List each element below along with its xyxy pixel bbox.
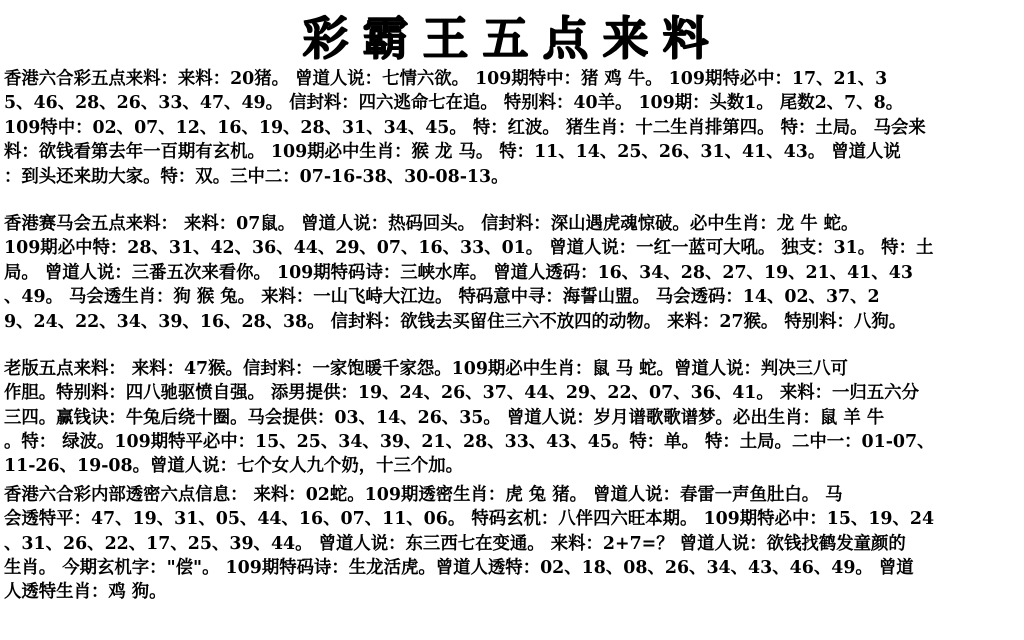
- text-line: 、49。 马会透生肖：狗 猴 兔。 来料：一山飞峙大江边。 特码意中寻：海誓山盟。 马会透码：14、02、37、2: [4, 287, 880, 308]
- text-line: 局。 曾道人说：三番五次来看你。 109期特码诗：三峡水库。 曾道人透码：16、34、28、27、19、21、41、43: [4, 262, 913, 283]
- section-hk-lottery-five-points: [4, 67, 1018, 189]
- text-line: ：到头还来助大家。特：双。三中二：07-16-38、30-08-13。: [4, 166, 509, 187]
- section-old-version-five-points: [4, 357, 1018, 479]
- text-line: 香港六合彩五点来料：来料：20猪。 曾道人说：七情六欲。 109期特中：猪 鸡 牛。 109期特必中：17、21、3: [4, 69, 888, 89]
- section-spacer: [4, 189, 1018, 212]
- text-line: 料：欲钱看第去年一百期有玄机。 109期必中生肖：猴 龙 马。 特：11、14、25、26、31、41、43。 曾道人说: [4, 142, 901, 163]
- text-line: 会透特平：47、19、31、05、44、16、07、11、06。 特码玄机：八伴四六旺本期。 109期特必中：15、19、24: [4, 509, 935, 530]
- text-line: 11-26、19-08。曾道人说：七个女人九个奶，十三个加。: [4, 456, 464, 477]
- text-line: 109期必中特：28、31、42、36、44、29、07、16、33、01。 曾道人说：一红一蓝可大吼。 独支：31。 特：土: [4, 238, 934, 259]
- section-spacer: [4, 334, 1018, 357]
- text-line: 生肖。 今期玄机字："偿"。 109期特码诗：生龙活虎。曾道人透特：02、18、08、26、34、43、46、49。 曾道: [4, 558, 914, 579]
- section-internal-six-points: [4, 483, 1018, 605]
- text-line: 作胆。特别料：四八驰驱愤自强。 添男提供：19、24、26、37、44、29、22、07、36、41。 来料：一归五六分: [4, 383, 919, 404]
- text-line: 香港赛马会五点来料： 来料：07鼠。 曾道人说：热码回头。 信封料：深山遇虎魂惊破。必中生肖：龙 牛 蛇。: [4, 213, 859, 234]
- text-line: 三四。赢钱诀：牛兔后绕十圈。马会提供：03、14、26、35。 曾道人说：岁月谱歌歌谱梦。必出生肖：鼠 羊 牛: [4, 407, 885, 428]
- text-line: 9、24、22、34、39、16、28、38。 信封料：欲钱去买留住三六不放四的动物。 来料：27猴。 特别料：八狗。: [4, 311, 907, 332]
- section-jockey-club-five-points: [4, 212, 1018, 334]
- text-line: 。特： 绿波。109期特平必中：15、25、34、39、21、28、33、43、45。特：单。 特：土局。二中一：01-07、: [4, 432, 935, 453]
- text-line: 109特中：02、07、12、16、19、28、31、34、45。 特：红波。 猪生肖：十二生肖排第四。 特：土局。 马会来: [4, 117, 926, 138]
- text-line: 5、46、28、26、33、47、49。 信封料：四六逃命七在追。 特别料：40羊。 109期：头数1。 尾数2、7、8。: [4, 93, 904, 114]
- text-line: 、31、26、22、17、25、39、44。 曾道人说：东三西七在变通。 来料：2+7=？ 曾道人说：欲钱找鹤发童颜的: [4, 533, 906, 554]
- text-line: 香港六合彩内部透密六点信息： 来料：02蛇。109期透密生肖：虎 兔 猪。 曾道人说：春雷一声鱼肚白。 马: [4, 484, 843, 505]
- document-body: [4, 67, 1018, 605]
- page-title: 彩霸王五点来料: [302, 11, 722, 65]
- text-line: 老版五点来料： 来料：47猴。信封料：一家饱暖千家怨。109期必中生肖：鼠 马 蛇。曾道人说：判决三八可: [4, 358, 848, 379]
- text-line: 人透特生肖：鸡 狗。: [4, 582, 167, 603]
